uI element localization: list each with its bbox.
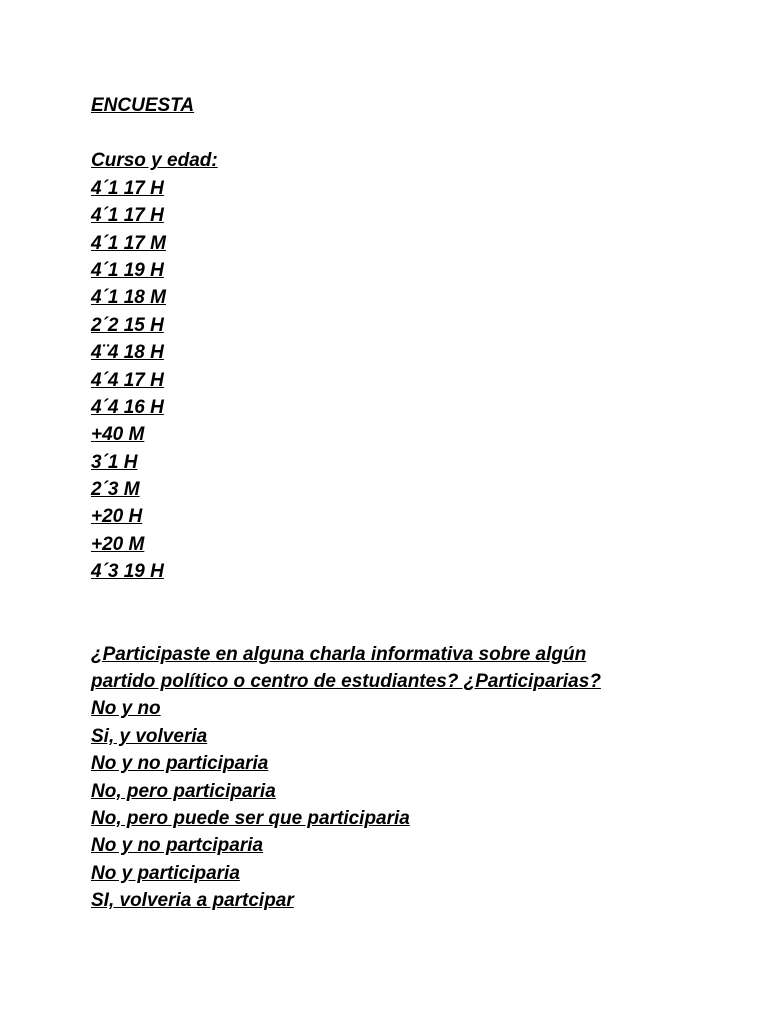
- list-item: Si, y volveria: [91, 725, 208, 747]
- question-line-2: partido político o centro de estudiantes? ¿Participarias?: [91, 671, 601, 693]
- list-item: +20 H: [91, 506, 143, 528]
- list-item: +20 M: [91, 533, 145, 555]
- answers-list: [91, 695, 711, 914]
- list-item: 2´2 15 H: [91, 314, 164, 336]
- list-item: +40 M: [91, 424, 145, 446]
- list-item: SI, volveria a partcipar: [91, 890, 294, 912]
- list-item: 4´1 17 M: [91, 232, 166, 254]
- document-title: ENCUESTA: [91, 95, 195, 116]
- spacer: [91, 586, 711, 641]
- spacer: [91, 119, 711, 147]
- list-item: No, pero participaria: [91, 780, 276, 802]
- list-item: 4´4 17 H: [91, 369, 164, 391]
- list-item: 4´1 17 H: [91, 205, 164, 227]
- list-item: 4´1 17 H: [91, 177, 164, 199]
- list-item: 4´4 16 H: [91, 396, 164, 418]
- list-item: No y no participaria: [91, 753, 269, 775]
- list-item: No y participaria: [91, 862, 240, 884]
- list-item: No, pero puede ser que participaria: [91, 807, 410, 829]
- question-line-1: ¿Participaste en alguna charla informativa sobre algún: [91, 643, 587, 665]
- list-item: No y no partciparia: [91, 835, 264, 857]
- list-item: No y no: [91, 698, 161, 720]
- section-heading-course-age: Curso y edad:: [91, 150, 218, 172]
- list-item: 4´1 18 M: [91, 287, 166, 309]
- document-page: [91, 92, 711, 915]
- list-item: 4´3 19 H: [91, 561, 164, 583]
- list-item: 4¨4 18 H: [91, 342, 164, 364]
- list-item: 3´1 H: [91, 451, 138, 473]
- list-item: 2´3 M: [91, 479, 140, 501]
- list-item: 4´1 19 H: [91, 259, 164, 281]
- course-age-list: [91, 175, 711, 586]
